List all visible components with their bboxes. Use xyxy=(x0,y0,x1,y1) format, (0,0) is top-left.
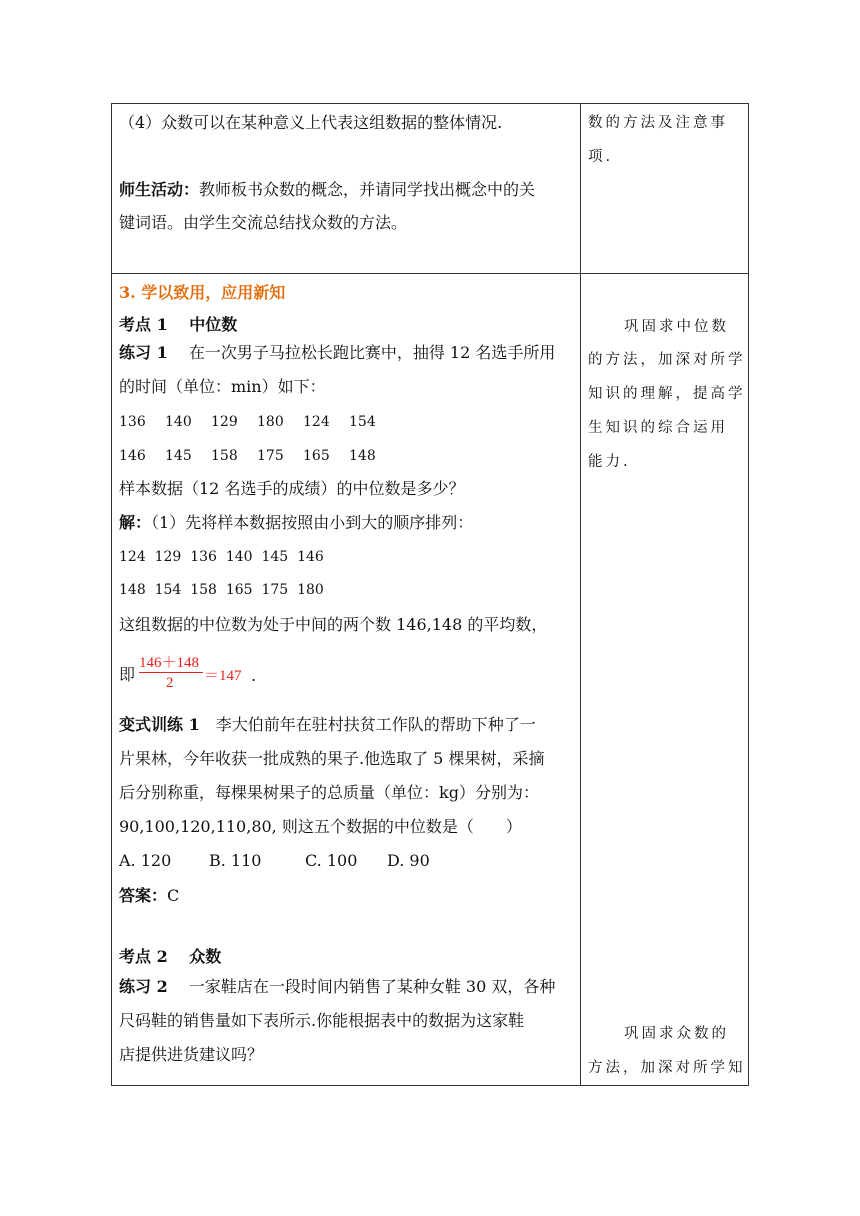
data-value: 140 xyxy=(165,414,192,430)
variant-text-3: 后分别称重，每棵果树果子的总质量（单位：kg）分别为： xyxy=(119,783,539,802)
mode-property-text: （4）众数可以在某种意义上代表这组数据的整体情况. xyxy=(119,113,503,132)
lesson-table xyxy=(111,103,749,1086)
sorted-row-2: 148 154 158 165 175 180 xyxy=(119,582,324,598)
side-note-2-line-1: 巩固求中位数 xyxy=(624,319,729,335)
row-divider xyxy=(111,273,749,274)
data-value: 180 xyxy=(257,414,284,430)
option-d: D. 90 xyxy=(387,851,430,870)
exercise-2-text-2: 尺码鞋的销售量如下表所示.你能根据表中的数据为这家鞋 xyxy=(119,1011,525,1030)
activity-label: 师生活动： xyxy=(119,180,200,199)
data-value: 124 xyxy=(303,414,330,430)
side-note-3-line-2: 方法，加深对所学知 xyxy=(588,1060,746,1076)
activity-text: 教师板书众数的概念，并请同学找出概念中的关 xyxy=(199,180,536,199)
exercise-1-label: 练习 1 xyxy=(119,343,168,362)
data-value: 136 xyxy=(119,414,146,430)
solution-line xyxy=(119,511,473,535)
side-note-3-line-1: 巩固求众数的 xyxy=(624,1026,729,1042)
exercise-2-text-3: 店提供进货建议吗？ xyxy=(119,1045,264,1064)
ji-label: 即 xyxy=(119,665,136,684)
data-value: 158 xyxy=(211,448,238,464)
fraction-period: . xyxy=(251,666,257,685)
column-divider xyxy=(580,103,581,1086)
data-value: 148 xyxy=(349,448,376,464)
side-note-2-line-3: 知识的理解，提高学 xyxy=(588,386,746,402)
variant-text: 李大伯前年在驻村扶贫工作队的帮助下种了一 xyxy=(215,715,536,734)
option-b: B. 110 xyxy=(209,851,262,870)
side-note-1-line-1: 数的方法及注意事 xyxy=(588,115,728,131)
point-2-title: 考点 2 众数 xyxy=(119,947,222,966)
exercise-1-text-2: 的时间（单位：min）如下： xyxy=(119,377,326,396)
answer-value: C xyxy=(167,886,180,905)
fraction-result: ＝147 xyxy=(204,668,242,684)
fraction-bar xyxy=(139,672,203,673)
data-value: 146 xyxy=(119,448,146,464)
fraction-numerator: 146＋148 xyxy=(139,655,200,671)
table-left-border xyxy=(111,103,112,1086)
section-title: 3. 学以致用，应用新知 xyxy=(119,283,286,302)
median-text: 这组数据的中位数为处于中间的两个数 146,148 的平均数， xyxy=(119,615,548,634)
option-c: C. 100 xyxy=(305,851,358,870)
point-1-title: 考点 1 中位数 xyxy=(119,315,238,334)
side-note-2-line-4: 生知识的综合运用 xyxy=(588,420,728,436)
table-bottom-border xyxy=(111,1085,749,1086)
variant-text-4: 90,100,120,110,80, 则这五个数据的中位数是（ ） xyxy=(119,817,522,836)
solution-text: （1）先将样本数据按照由小到大的顺序排列： xyxy=(151,513,474,532)
table-top-border xyxy=(111,103,749,104)
sorted-row-1: 124 129 136 140 145 146 xyxy=(119,549,324,565)
data-value: 154 xyxy=(349,414,376,430)
exercise-2-label: 练习 2 xyxy=(119,977,168,996)
fraction-denominator: 2 xyxy=(166,675,174,691)
exercise-2-text: 一家鞋店在一段时间内销售了某种女鞋 30 双，各种 xyxy=(188,977,556,996)
data-value: 165 xyxy=(303,448,330,464)
question-text: 样本数据（12 名选手的成绩）的中位数是多少？ xyxy=(119,479,465,498)
option-a: A. 120 xyxy=(119,851,172,870)
activity-paragraph xyxy=(119,178,535,202)
side-note-2-line-5: 能力. xyxy=(588,454,631,470)
variant-training xyxy=(119,713,536,737)
exercise-1 xyxy=(119,341,555,365)
variant-label: 变式训练 1 xyxy=(119,715,200,734)
answer-line xyxy=(119,884,179,908)
side-note-2-line-2: 的方法，加深对所学 xyxy=(588,352,746,368)
solution-label: 解： xyxy=(119,513,152,532)
exercise-2 xyxy=(119,975,555,999)
answer-label: 答案： xyxy=(119,886,168,905)
variant-text-2: 片果林，今年收获一批成熟的果子.他选取了 5 棵果树，采摘 xyxy=(119,749,545,768)
exercise-1-text: 在一次男子马拉松长跑比赛中，抽得 12 名选手所用 xyxy=(188,343,556,362)
data-value: 145 xyxy=(165,448,192,464)
data-value: 175 xyxy=(257,448,284,464)
side-note-1-line-2: 项. xyxy=(588,149,614,165)
table-right-border xyxy=(748,103,749,1086)
activity-text-2: 键词语。由学生交流总结找众数的方法。 xyxy=(119,213,408,232)
data-value: 129 xyxy=(211,414,238,430)
